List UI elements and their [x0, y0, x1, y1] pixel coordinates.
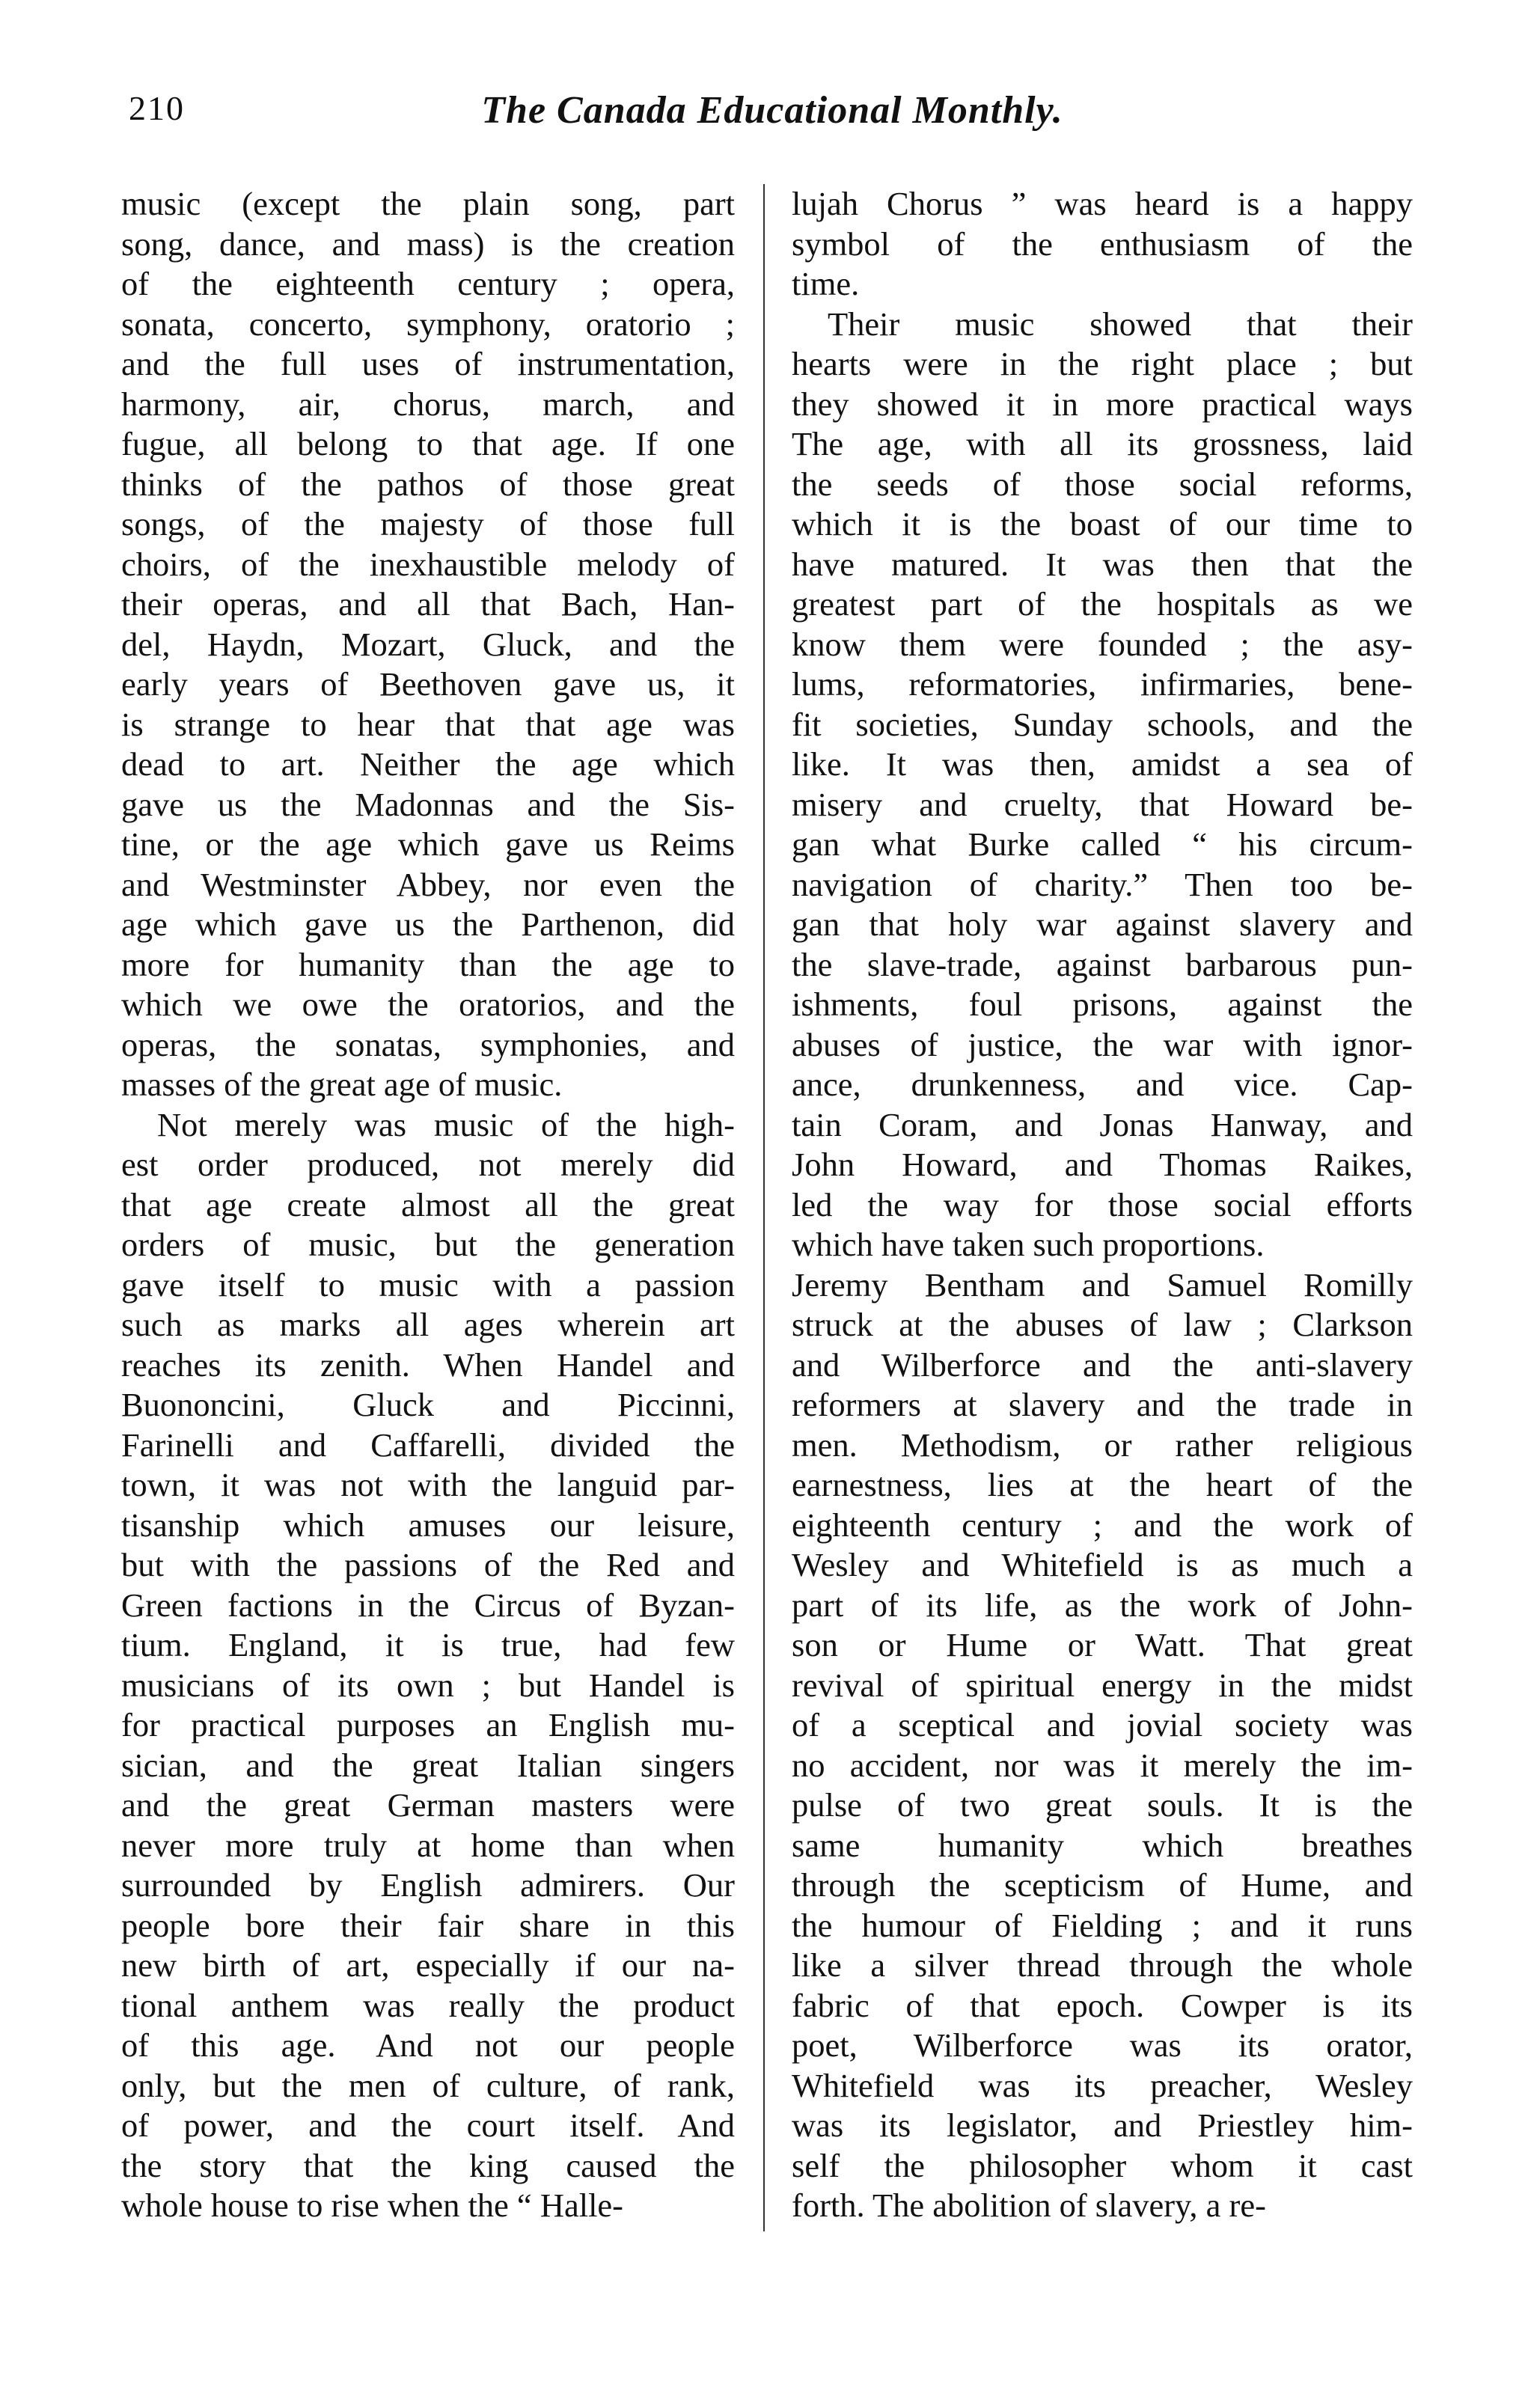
text-line: The age, with all its grossness, laid [792, 425, 1413, 462]
text-line: struck at the abuses of law ; Clarkson [792, 1306, 1413, 1343]
text-line: surrounded by English admirers. Our [121, 1866, 735, 1904]
text-line: people bore their fair share in this [121, 1906, 735, 1944]
text-line: their operas, and all that Bach, Han- [121, 585, 735, 623]
text-line: poet, Wilberforce was its orator, [792, 2026, 1413, 2064]
text-line: ance, drunkenness, and vice. Cap- [792, 1066, 1413, 1103]
text-line: Farinelli and Caffarelli, divided the [121, 1425, 735, 1464]
text-line: the slave-trade, against barbarous pun- [792, 945, 1413, 983]
text-line: the story that the king caused the [121, 2146, 735, 2184]
text-line: revival of spiritual energy in the midst [792, 1666, 1413, 1704]
text-line: greatest part of the hospitals as we [792, 585, 1413, 623]
text-line: misery and cruelty, that Howard be- [792, 785, 1413, 823]
text-line: same humanity which breathes [792, 1826, 1413, 1864]
text-line: never more truly at home than when [121, 1826, 735, 1864]
text-line: masses of the great age of music. [121, 1066, 563, 1103]
text-line: songs, of the majesty of those full [121, 505, 735, 543]
text-line: early years of Beethoven gave us, it [121, 665, 735, 703]
page-header [129, 88, 1416, 148]
text-line: earnestness, lies at the heart of the [792, 1466, 1413, 1503]
text-line: abuses of justice, the war with ignor- [792, 1025, 1413, 1063]
text-line: fabric of that epoch. Cowper is its [792, 1986, 1413, 2024]
text-line: John Howard, and Thomas Raikes, [792, 1146, 1413, 1183]
text-line: tine, or the age which gave us Reims [121, 825, 735, 863]
column-divider [763, 184, 765, 2231]
text-line: Whitefield was its preacher, Wesley [792, 2066, 1413, 2104]
text-line: through the scepticism of Hume, and [792, 1866, 1413, 1904]
text-line: no accident, nor was it merely the im- [792, 1746, 1413, 1784]
text-line: whole house to rise when the “ Halle- [121, 2187, 623, 2224]
left-column [121, 184, 735, 2226]
text-line: and the great German masters were [121, 1786, 735, 1824]
text-line: age which gave us the Parthenon, did [121, 905, 735, 943]
text-line: Buononcini, Gluck and Piccinni, [121, 1386, 735, 1423]
text-line: tium. England, it is true, had few [121, 1626, 735, 1663]
text-line: orders of music, but the generation [121, 1226, 735, 1263]
text-line: have matured. It was then that the [792, 545, 1413, 583]
text-line: they showed it in more practical ways [792, 385, 1413, 423]
text-line: which it is the boast of our time to [792, 505, 1413, 543]
text-line: for practical purposes an English mu- [121, 1706, 735, 1744]
text-line: of power, and the court itself. And [121, 2106, 735, 2144]
text-line: symbol of the enthusiasm of the [792, 224, 1413, 263]
text-line: of a sceptical and jovial society was [792, 1706, 1413, 1744]
text-line: pulse of two great souls. It is the [792, 1786, 1413, 1824]
text-line: eighteenth century ; and the work of [792, 1506, 1413, 1544]
text-line: reaches its zenith. When Handel and [121, 1345, 735, 1384]
text-line: gan what Burke called “ his circum- [792, 825, 1413, 863]
text-line: time. [792, 265, 860, 302]
text-line: tional anthem was really the product [121, 1986, 735, 2024]
running-title: The Canada Educational Monthly. [481, 89, 1063, 132]
right-column [792, 184, 1413, 2226]
text-line: son or Hume or Watt. That great [792, 1626, 1413, 1663]
text-line: like a silver thread through the whole [792, 1946, 1413, 1984]
text-line: new birth of art, especially if our na- [121, 1946, 735, 1984]
text-line: gave itself to music with a passion [121, 1265, 735, 1304]
text-line: thinks of the pathos of those great [121, 465, 735, 503]
text-line: of this age. And not our people [121, 2026, 735, 2064]
text-line: more for humanity than the age to [121, 945, 735, 983]
text-line: was its legislator, and Priestley him- [792, 2106, 1413, 2144]
text-line: which have taken such proportions. [792, 1226, 1265, 1263]
text-line: led the way for those social efforts [792, 1185, 1413, 1223]
text-line: reformers at slavery and the trade in [792, 1386, 1413, 1423]
text-line: navigation of charity.” Then too be- [792, 865, 1413, 903]
text-line: is strange to hear that that age was [121, 705, 735, 743]
text-line: the humour of Fielding ; and it runs [792, 1906, 1413, 1944]
text-line: ishments, foul prisons, against the [792, 985, 1413, 1023]
text-line: gan that holy war against slavery and [792, 905, 1413, 943]
text-line: tisanship which amuses our leisure, [121, 1506, 735, 1544]
text-line: harmony, air, chorus, march, and [121, 385, 735, 423]
text-line: fit societies, Sunday schools, and the [792, 705, 1413, 743]
text-line: only, but the men of culture, of rank, [121, 2066, 735, 2104]
text-line: like. It was then, amidst a sea of [792, 745, 1413, 783]
text-line: music (except the plain song, part [121, 185, 735, 222]
text-line: town, it was not with the languid par- [121, 1466, 735, 1503]
text-line: the seeds of those social reforms, [792, 465, 1413, 503]
text-line: song, dance, and mass) is the creation [121, 224, 735, 263]
text-line: men. Methodism, or rather religious [792, 1425, 1413, 1464]
text-line: self the philosopher whom it cast [792, 2146, 1413, 2184]
text-line: and the full uses of instrumentation, [121, 345, 735, 382]
text-line: and Westminster Abbey, nor even the [121, 865, 735, 903]
text-line: gave us the Madonnas and the Sis- [121, 785, 735, 823]
text-line: lums, reformatories, infirmaries, bene- [792, 665, 1413, 703]
text-line: Their music showed that their [828, 305, 1413, 343]
text-line: that age create almost all the great [121, 1185, 735, 1223]
text-line: lujah Chorus ” was heard is a happy [792, 185, 1413, 222]
text-line: but with the passions of the Red and [121, 1546, 735, 1583]
text-line: sonata, concerto, symphony, oratorio ; [121, 305, 735, 343]
text-line: forth. The abolition of slavery, a re- [792, 2187, 1266, 2224]
text-line: Wesley and Whitefield is as much a [792, 1546, 1413, 1583]
text-line: which we owe the oratorios, and the [121, 985, 735, 1023]
text-line: est order produced, not merely did [121, 1146, 735, 1183]
text-line: fugue, all belong to that age. If one [121, 425, 735, 462]
text-line: such as marks all ages wherein art [121, 1306, 735, 1343]
text-line: and Wilberforce and the anti-slavery [792, 1345, 1413, 1384]
text-line: know them were founded ; the asy- [792, 625, 1413, 663]
text-line: Not merely was music of the high- [157, 1105, 735, 1143]
text-line: choirs, of the inexhaustible melody of [121, 545, 735, 583]
text-line: del, Haydn, Mozart, Gluck, and the [121, 625, 735, 663]
text-line: Jeremy Bentham and Samuel Romilly [792, 1265, 1413, 1304]
text-line: Green factions in the Circus of Byzan- [121, 1586, 735, 1624]
page-number: 210 [129, 89, 185, 127]
text-line: of the eighteenth century ; opera, [121, 265, 735, 302]
text-line: sician, and the great Italian singers [121, 1746, 735, 1784]
text-line: dead to art. Neither the age which [121, 745, 735, 783]
text-line: musicians of its own ; but Handel is [121, 1666, 735, 1704]
text-line: tain Coram, and Jonas Hanway, and [792, 1105, 1413, 1143]
text-line: part of its life, as the work of John- [792, 1586, 1413, 1624]
text-line: hearts were in the right place ; but [792, 345, 1413, 382]
text-line: operas, the sonatas, symphonies, and [121, 1025, 735, 1063]
